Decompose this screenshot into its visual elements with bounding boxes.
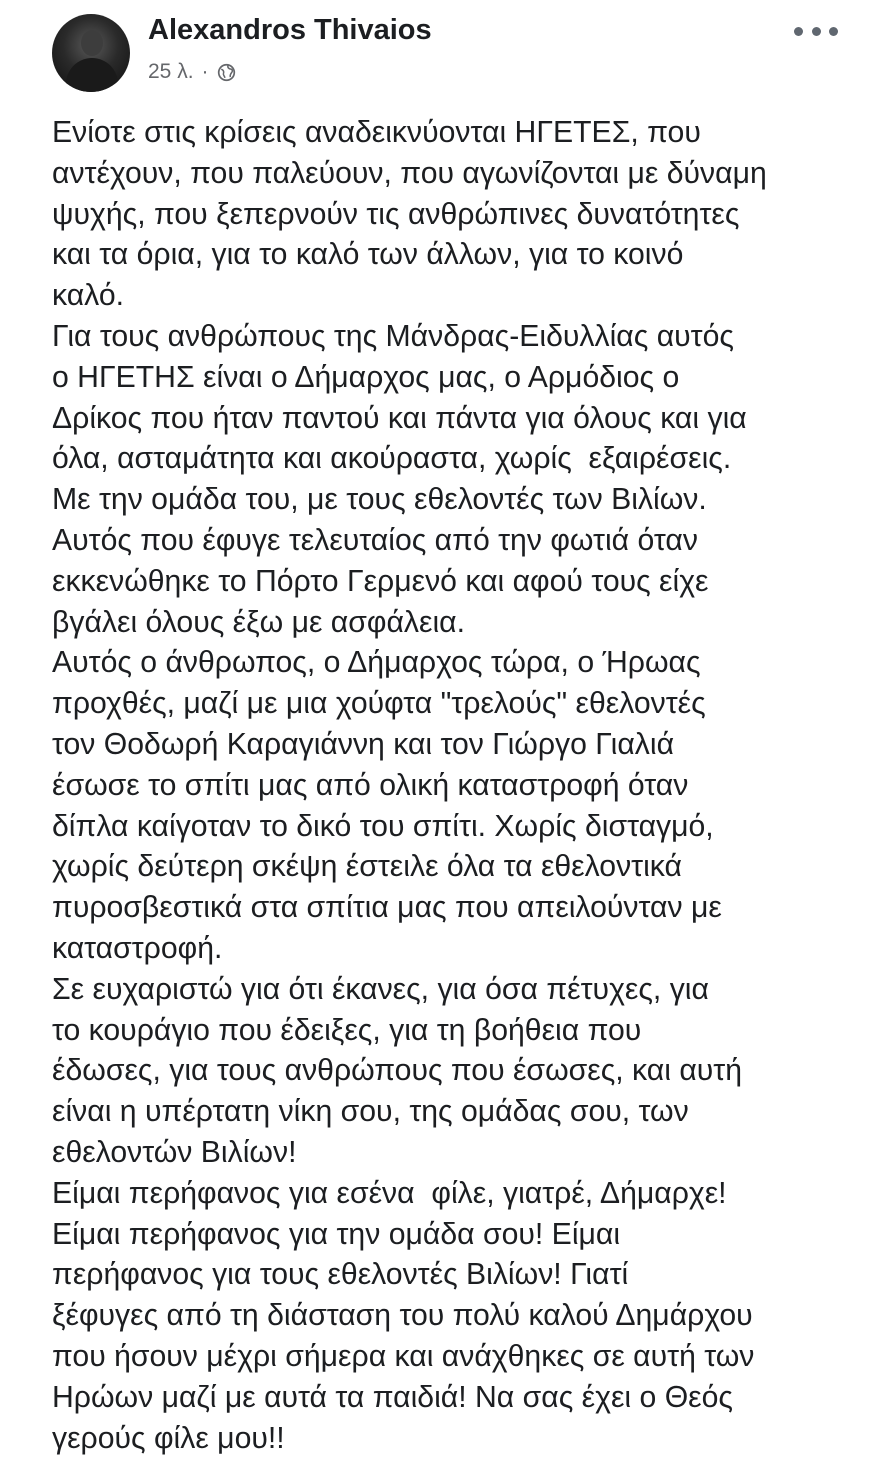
globe-icon[interactable] xyxy=(217,63,236,82)
ellipsis-icon-dot-2 xyxy=(812,27,821,36)
ellipsis-icon-dot-3 xyxy=(829,27,838,36)
more-options-button[interactable] xyxy=(794,20,838,42)
post-paragraph-3: Αυτός ο άνθρωπος, ο Δήμαρχος τώρα, ο Ήρωας προχθές, μαζί με μια χούφτα "τρελούς" εθελοντές τον Θοδωρή Καραγιάννη και τον Γιώργο Γιαλιά έσωσε το σπίτι μας από ολική καταστροφή όταν δίπλα καίγοταν το δικό του σπίτι. Χωρίς δισταγμό, χωρίς δεύτερη σκέψη έστειλε όλα τα εθελοντικά πυροσβεστικά στα σπίτια μας που απειλούνταν με καταστροφή. xyxy=(52,646,722,965)
avatar-shoulders-shape xyxy=(66,58,118,92)
post-paragraph-5: Είμαι περήφανος για εσένα φίλε, γιατρέ, Δήμαρχε! Είμαι περήφανος για την ομάδα σου! Είμαι περήφανος για τους εθελοντές Βιλίων! Γιατί ξέφυγες από τη διάσταση του πολύ καλού Δημάρχου που ήσουν μέχρι σήμερα και ανάχθηκες σε αυτή των Ηρώων μαζί με αυτά τα παιδιά! Να σας έχει ο Θεός γερούς φίλε μου!! xyxy=(52,1176,755,1455)
post-meta xyxy=(148,60,236,84)
avatar[interactable] xyxy=(52,14,130,92)
ellipsis-icon-dot-1 xyxy=(794,27,803,36)
author-name-link[interactable]: Alexandros Thivaios xyxy=(148,14,432,46)
avatar-head-shape xyxy=(81,30,103,56)
post-paragraph-2: Για τους ανθρώπους της Μάνδρας-Ειδυλλίας αυτός ο ΗΓΕΤΗΣ είναι ο Δήμαρχος μας, ο Αρμόδιος ο Δρίκος που ήταν παντού και πάντα για όλους και για όλα, ασταμάτητα και ακούραστα, χωρίς εξαιρέσεις. Με την ομάδα του, με τους εθελοντές των Βιλίων. Αυτός που έφυγε τελευταίος από την φωτιά όταν εκκενώθηκε το Πόρτο Γερμενό και αφού τους είχε βγάλει όλους έξω με ασφάλεια. xyxy=(52,319,747,639)
post-text xyxy=(52,113,852,1459)
post-timestamp-link[interactable]: 25 λ. xyxy=(148,60,194,83)
post-header xyxy=(0,0,880,110)
meta-separator: · xyxy=(201,60,209,83)
post-paragraph-4: Σε ευχαριστώ για ότι έκανες, για όσα πέτυχες, για το κουράγιο που έδειξες, για τη βοήθεια που έδωσες, για τους ανθρώπους που έσωσες, και αυτή είναι η υπέρτατη νίκη σου, της ομάδας σου, των εθελοντών Βιλίων! xyxy=(52,972,742,1169)
post-paragraph-1: Ενίοτε στις κρίσεις αναδεικνύονται ΗΓΕΤΕΣ, που αντέχουν, που παλεύουν, που αγωνίζονται με δύναμη ψυχής, που ξεπερνούν τις ανθρώπινες δυνατότητες και τα όρια, για το καλό των άλλων, για το κοινό καλό. xyxy=(52,116,767,313)
